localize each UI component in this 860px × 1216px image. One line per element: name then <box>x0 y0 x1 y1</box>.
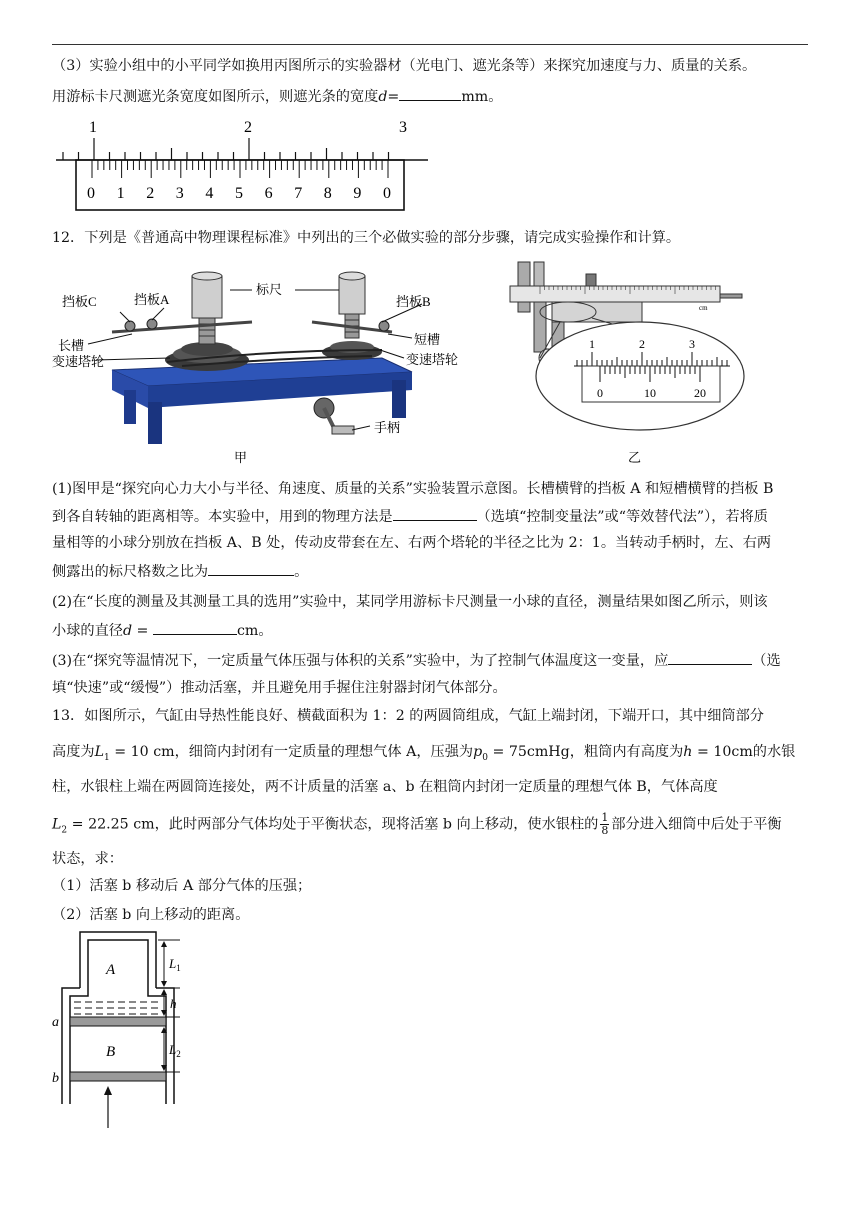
q13-line5: 状态，求： <box>52 851 123 867</box>
q13-sub2: （2）活塞 b 向上移动的距离。 <box>52 907 250 923</box>
handle-grip <box>332 426 354 434</box>
label-baffle-c: 挡板C <box>62 294 97 309</box>
vernier-label: 5 <box>235 185 243 202</box>
vernier-label: 7 <box>294 185 303 202</box>
yi-vernier-label: 10 <box>644 386 656 400</box>
subscript: 2 <box>61 825 68 836</box>
unit-cm: cm。 <box>236 623 273 639</box>
label-baffle-a: 挡板A <box>134 292 170 307</box>
thick-tube-outer <box>148 988 166 1104</box>
q12-stem: 12．下列是《普通高中物理课程标准》中列出的三个必做实验的部分步骤，请完成实验操作和计算。 <box>52 230 681 246</box>
label-ruler: 标尺 <box>256 282 283 297</box>
unit-mm: mm。 <box>461 89 503 105</box>
label-gas-a: A <box>106 962 116 978</box>
q12-p3-line1 <box>52 650 812 671</box>
q11-part3-line2 <box>52 86 812 107</box>
text: ，细筒内封闭有一定质量的理想气体 A，压强为 <box>174 744 474 760</box>
vernier-label: 3 <box>175 185 184 202</box>
answer-blank-method[interactable] <box>393 506 477 521</box>
equals: = <box>132 623 153 639</box>
text: ，粗筒内有高度为 <box>569 744 684 760</box>
piston-b <box>70 1072 166 1081</box>
answer-blank-diameter[interactable] <box>153 620 237 635</box>
equals: = <box>387 89 400 105</box>
table-leg <box>124 390 136 424</box>
yi-vernier-label: 20 <box>694 386 706 400</box>
q13-line4 <box>52 812 812 840</box>
text: 高度为 <box>52 744 95 760</box>
unit-cm-label: cm <box>699 304 708 312</box>
vernier-label: 0 <box>87 185 95 202</box>
lock-screw <box>586 274 596 286</box>
text: 侧露出的标尺格数之比为 <box>52 564 209 580</box>
header-rule <box>52 44 808 45</box>
q13-line3: 柱，水银柱上端在两圆筒连接处，两不计质量的活塞 a、b 在粗筒内封闭一定质量的理想气体 B，气体高度 <box>52 779 718 795</box>
ball-a <box>147 319 157 329</box>
text: 部分进入细筒中后处于平衡 <box>611 816 782 833</box>
label-piston-a: a <box>52 1015 59 1030</box>
answer-blank-speed[interactable] <box>668 650 752 665</box>
main-scale-label: 3 <box>399 119 407 136</box>
numerator: 1 <box>601 811 609 824</box>
vernier-label: 2 <box>146 185 155 202</box>
table-leg <box>392 380 406 418</box>
label-handle: 手柄 <box>374 420 401 435</box>
q12-p2-line1: (2)在“长度的测量及其测量工具的选用”实验中，某同学用游标卡尺测量一小球的直径，测量结果如图乙所示，则该 <box>52 594 768 610</box>
label-gas-b: B <box>106 1044 116 1060</box>
caption-yi: 乙 <box>628 450 642 465</box>
q13-sub1: （1）活塞 b 移动后 A 部分气体的压强； <box>52 878 312 894</box>
label-pulley-left: 变速塔轮 <box>52 354 105 369</box>
q12-p1-line1: (1)图甲是“探究向心力大小与半径、角速度、质量的关系”实验装置示意图。长槽横臂的挡板 A 和短槽横臂的挡板 B <box>52 481 774 497</box>
main-scale-label: 2 <box>244 119 252 136</box>
ball-c <box>125 321 135 331</box>
q13-line1: 13．如图所示，气缸由导热性能良好、横截面积为 1：2 的两圆筒组成，气缸上端封闭，下端开口，其中细筒部分 <box>52 708 764 724</box>
lower-jaw-fixed <box>534 302 546 352</box>
answer-blank-d[interactable] <box>399 86 461 101</box>
q12-p1-line3: 量相等的小球分别放在挡板 A、B 处，传动皮带套在左、右两个塔轮的半径之比为 2：1。当转动手柄时，左、右两 <box>52 535 772 551</box>
label-l2: $L_2$ <box>169 1042 181 1059</box>
text: （选填“控制变量法”或“等效替代法”），若将质 <box>476 509 768 525</box>
value-p0: = 75cmHg <box>487 744 570 760</box>
var-h: h <box>683 744 693 760</box>
thin-tube-inner <box>88 940 148 988</box>
value-L1: = 10 cm <box>109 744 175 760</box>
value-L2: = 22.25 cm <box>67 816 155 833</box>
value-h: = 10cm <box>692 744 753 760</box>
left-ruler-column <box>192 276 222 318</box>
label-h: h <box>170 996 177 1011</box>
var-p0: p <box>473 744 483 760</box>
var-L2: L <box>52 816 62 833</box>
label-l1: $L_1$ <box>169 956 181 973</box>
subscript: 1 <box>104 752 110 763</box>
q12-p2-line2 <box>52 620 812 641</box>
vernier-label: 6 <box>264 185 273 202</box>
var-d: d <box>122 623 133 639</box>
text: 小球的直径 <box>52 623 123 639</box>
piston-a <box>70 1017 166 1026</box>
text: (3)在“探究等温情况下，一定质量气体压强与体积的关系”实验中，为了控制气体温度这一变量，应 <box>52 653 669 669</box>
table-leg <box>148 402 162 444</box>
q11-line2-text: 用游标卡尺测遮光条宽度如图所示，则遮光条的宽度 <box>52 89 379 105</box>
label-long-slot: 长槽 <box>58 338 85 353</box>
label-short-slot: 短槽 <box>414 332 441 347</box>
vernier-caliper-figure <box>52 112 432 212</box>
thick-tube-inner <box>70 988 88 1104</box>
main-scale <box>56 119 428 160</box>
q12-p1-line2 <box>52 506 812 527</box>
var-d: d <box>378 89 388 105</box>
text: ，此时两部分气体均处于平衡状态，现将活塞 b 向上移动，使水银柱的 <box>154 816 599 833</box>
vernier-label: 8 <box>323 185 332 202</box>
caption-jia: 甲 <box>234 450 248 465</box>
q12-p1-line4 <box>52 561 812 582</box>
var-L1: L <box>94 744 104 760</box>
q13-line2 <box>52 742 812 768</box>
text: 到各自转轴的距离相等。本实验中，用到的物理方法是 <box>52 509 393 525</box>
yi-main-label: 2 <box>639 337 645 351</box>
vernier-label: 4 <box>205 185 214 202</box>
q11-part3-line1: （3）实验小组中的小平同学如换用丙图所示的实验器材（光电门、遮光条等）来探究加速度与力、质量的关系。 <box>52 58 757 74</box>
answer-blank-ratio[interactable] <box>208 561 294 576</box>
subscript: 0 <box>482 752 488 763</box>
ball-b <box>379 321 389 331</box>
q12-p3-line2: 填“快速”或“缓慢”）推动活塞，并且避免用手握住注射器封闭气体部分。 <box>52 680 507 696</box>
gas-cylinder-figure <box>50 928 200 1134</box>
depth-rod <box>720 294 742 298</box>
fraction-one-eighth <box>600 812 609 837</box>
vernier-label: 9 <box>353 185 362 202</box>
text: 的水银 <box>752 744 796 760</box>
right-ruler-column <box>339 276 365 314</box>
yi-main-label: 1 <box>589 337 595 351</box>
yi-vernier-label: 0 <box>597 386 603 400</box>
main-scale-label: 1 <box>89 119 97 136</box>
vernier-scale <box>87 160 391 202</box>
vernier-label: 1 <box>116 185 125 202</box>
centripetal-force-apparatus-figure <box>52 262 472 472</box>
label-piston-b: b <box>52 1071 59 1086</box>
label-baffle-b: 挡板B <box>396 294 431 309</box>
vernier-caliper-photo-figure <box>500 258 750 468</box>
text: 。 <box>294 564 309 580</box>
label-pulley-right: 变速塔轮 <box>406 352 459 367</box>
denominator: 8 <box>601 824 609 837</box>
text: （选 <box>752 653 781 669</box>
vernier-label: 0 <box>383 185 391 202</box>
yi-main-label: 3 <box>689 337 695 351</box>
